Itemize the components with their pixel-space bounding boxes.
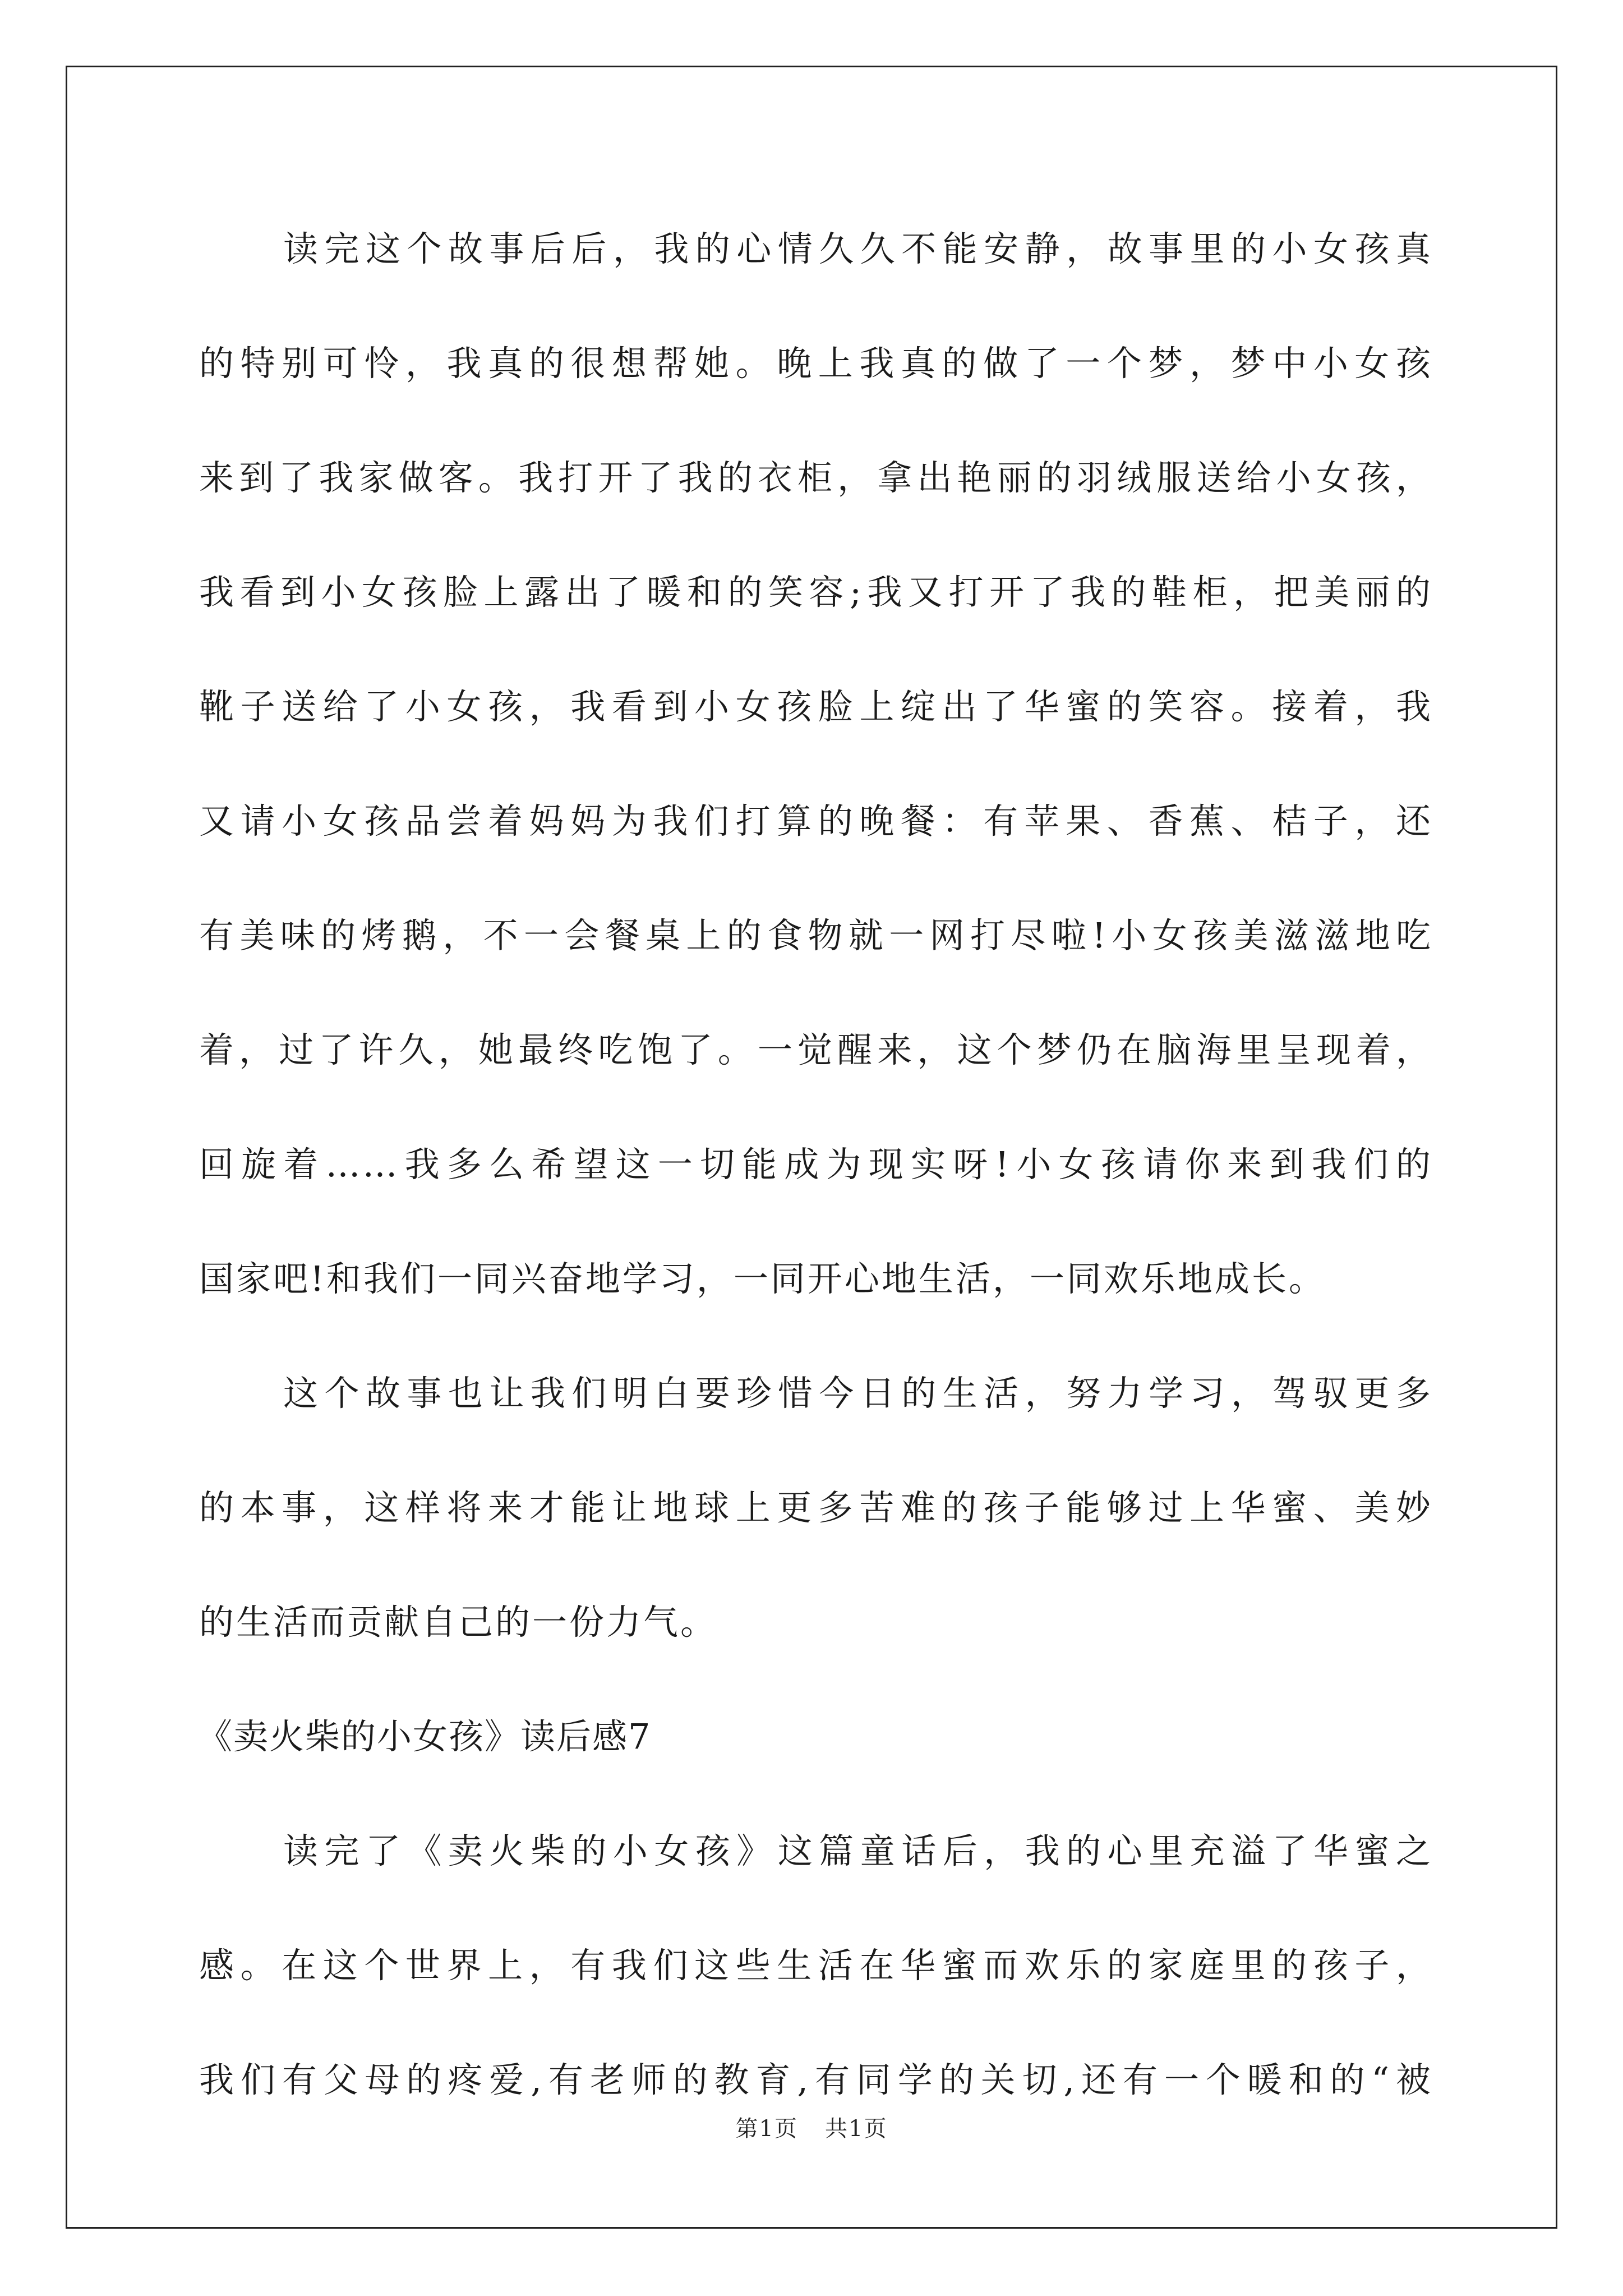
- paragraph-1-line-5: 靴子送给了小女孩，我看到小女孩脸上绽出了华蜜的笑容。接着，我: [199, 686, 1433, 727]
- paragraph-1-line-10: 国家吧!和我们一同兴奋地学习，一同开心地生活，一同欢乐地成长。: [199, 1258, 1326, 1299]
- paragraph-2-line-2: 的本事，这样将来才能让地球上更多苦难的孩子能够过上华蜜、美妙: [199, 1487, 1433, 1528]
- section-heading: 《卖火柴的小女孩》读后感7: [197, 1716, 652, 1757]
- paragraph-1-line-1: 读完这个故事后后，我的心情久久不能安静，故事里的小女孩真: [283, 228, 1433, 269]
- paragraph-3-line-2: 感。在这个世界上，有我们这些生活在华蜜而欢乐的家庭里的孩子，: [199, 1945, 1433, 1986]
- paragraph-2-line-3: 的生活而贡献自己的一份力气。: [199, 1602, 718, 1642]
- paragraph-2-line-1: 这个故事也让我们明白要珍惜今日的生活，努力学习，驾驭更多: [283, 1373, 1433, 1414]
- document-body: [199, 215, 1433, 2161]
- paragraph-1-line-3: 来到了我家做客。我打开了我的衣柜，拿出艳丽的羽绒服送给小女孩，: [199, 457, 1433, 498]
- paragraph-1-line-7: 有美味的烤鹅，不一会餐桌上的食物就一网打尽啦!小女孩美滋滋地吃: [199, 915, 1433, 956]
- paragraph-1-line-8: 着，过了许久，她最终吃饱了。一觉醒来，这个梦仍在脑海里呈现着，: [199, 1029, 1433, 1070]
- paragraph-1-line-4: 我看到小女孩脸上露出了暖和的笑容;我又打开了我的鞋柜，把美丽的: [199, 572, 1433, 613]
- paragraph-1-line-2: 的特别可怜，我真的很想帮她。晚上我真的做了一个梦，梦中小女孩: [199, 343, 1433, 384]
- page-number: 第1页: [735, 2116, 798, 2142]
- paragraph-1-line-6: 又请小女孩品尝着妈妈为我们打算的晚餐：有苹果、香蕉、桔子，还: [199, 800, 1433, 841]
- page-footer: [0, 2111, 1623, 2143]
- paragraph-3-line-1: 读完了《卖火柴的小女孩》这篇童话后，我的心里充溢了华蜜之: [283, 1830, 1433, 1871]
- page-total: 共1页: [825, 2116, 888, 2142]
- paragraph-1-line-9: 回旋着……我多么希望这一切能成为现实呀!小女孩请你来到我们的: [199, 1144, 1433, 1185]
- paragraph-3-line-3: 我们有父母的疼爱,有老师的教育,有同学的关切,还有一个暖和的“被: [199, 2059, 1433, 2100]
